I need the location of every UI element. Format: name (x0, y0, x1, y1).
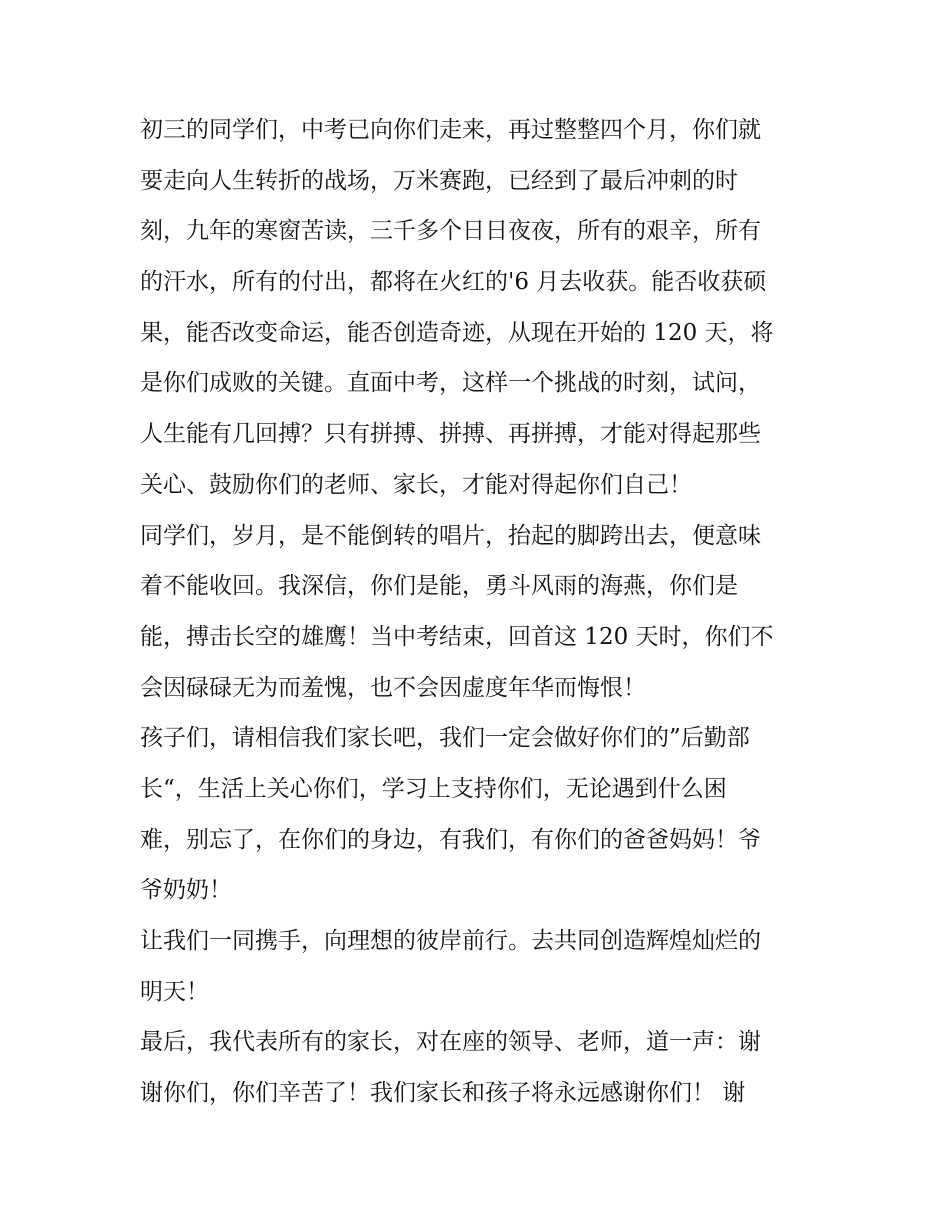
text-line: 爷奶奶！ (140, 877, 232, 904)
text-line: 要走向人生转折的战场，万米赛跑，已经到了最后冲刺的时 (140, 167, 738, 194)
text-line: 果，能否改变命运，能否创造奇迹，从现在开始的 120 天，将 (140, 319, 774, 346)
text-line: 谢你们，你们辛苦了！我们家长和孩子将永远感谢你们！ 谢 (140, 1080, 746, 1107)
text-line: 让我们一同携手，向理想的彼岸前行。去共同创造辉煌灿烂的 (140, 928, 761, 954)
body-text (140, 105, 820, 1119)
text-line: 人生能有几回搏？只有拼搏、拼搏、再拼搏，才能对得起那些 (140, 421, 761, 448)
text-line: 是你们成败的关键。直面中考，这样一个挑战的时刻，试问， (140, 370, 761, 397)
text-line: 刻，九年的寒窗苦读，三千多个日日夜夜，所有的艰辛，所有 (140, 218, 761, 245)
text-line: 明天！ (140, 978, 209, 1005)
text-line: 能，搏击长空的雄鹰！当中考结束，回首这 120 天时，你们不 (140, 623, 774, 650)
text-line: 初三的同学们，中考已向你们走来，再过整整四个月，你们就 (140, 117, 761, 143)
text-line: 长“，生活上关心你们，学习上支持你们，无论遇到什么困 (140, 775, 727, 802)
text-line: 最后，我代表所有的家长，对在座的领导、老师，道一声：谢 (140, 1029, 761, 1056)
text-line: 会因碌碌无为而羞愧，也不会因虚度年华而悔恨！ (140, 674, 646, 701)
text-line: 着不能收回。我深信，你们是能，勇斗风雨的海燕，你们是 (140, 573, 738, 600)
text-line: 关心、鼓励你们的老师、家长，才能对得起你们自己！ (140, 471, 692, 498)
text-line: 同学们，岁月，是不能倒转的唱片，抬起的脚跨出去，便意味 (140, 522, 761, 549)
text-line: 的汗水，所有的付出，都将在火红的'6 月去收获。能否收获硕 (140, 269, 767, 296)
text-line: 难，别忘了，在你们的身边，有我们，有你们的爸爸妈妈！爷 (140, 826, 761, 853)
text-line: 孩子们，请相信我们家长吧，我们一定会做好你们的”后勤部 (140, 725, 750, 752)
